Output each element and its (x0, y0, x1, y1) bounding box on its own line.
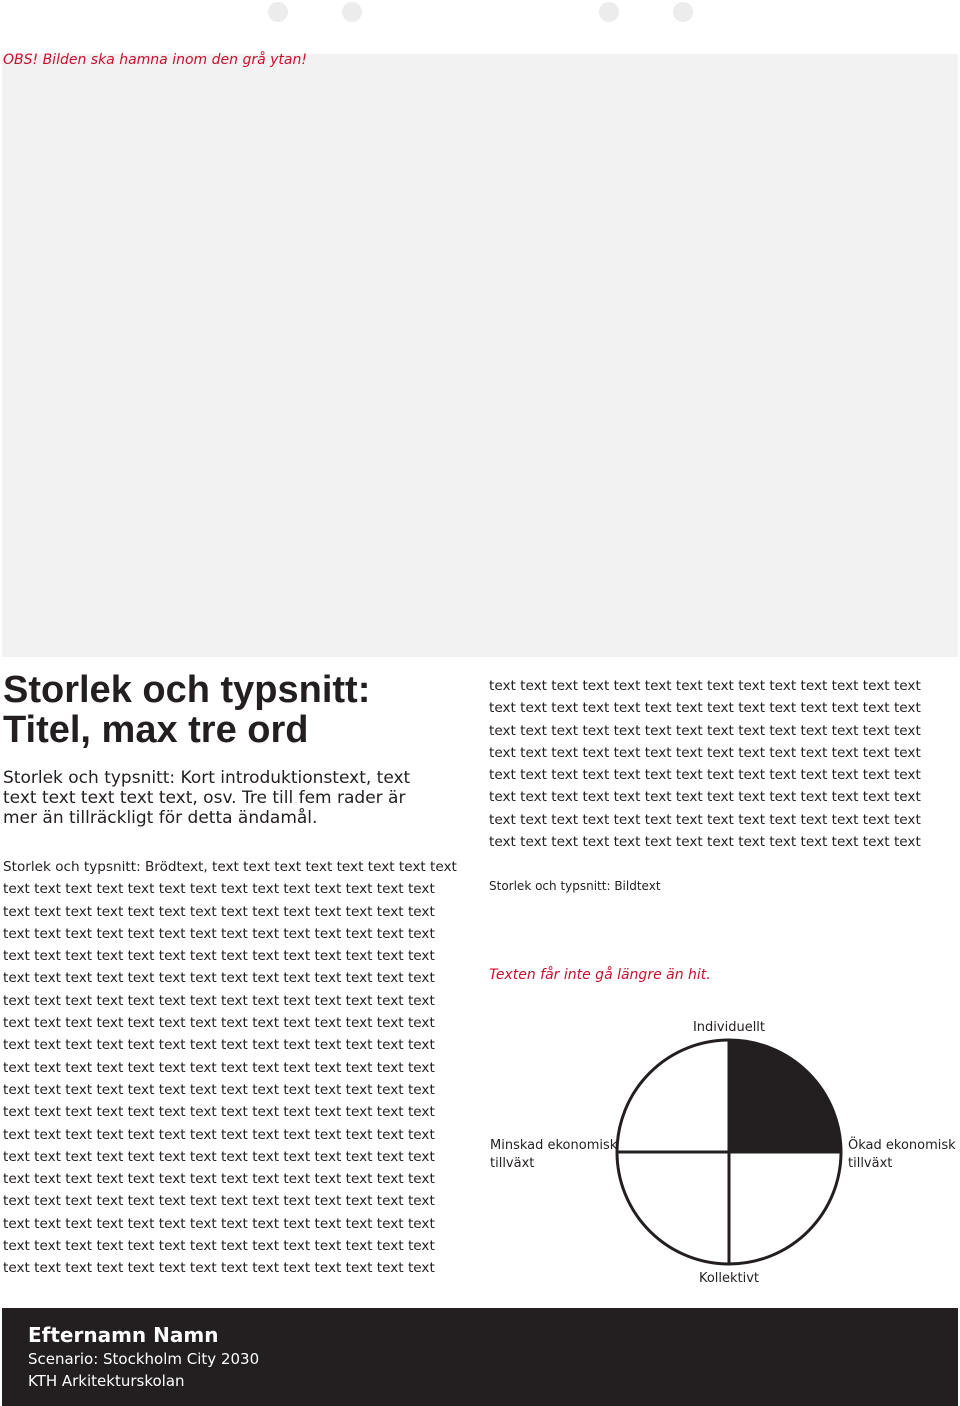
binder-hole-4 (673, 2, 693, 22)
binder-hole-3 (599, 2, 619, 22)
author-name: Efternamn Namn (28, 1323, 219, 1347)
text-line: text text text text text text text text text text text text text text (3, 1126, 435, 1143)
body-text (3, 856, 473, 1280)
image-area-notice: OBS! Bilden ska hamna inom den grå ytan! (3, 52, 307, 68)
text-line: text text text text text text text text text text text text text text (3, 1081, 435, 1098)
binder-hole-2 (342, 2, 362, 22)
text-line: text text text text text text text text text text text text text text (3, 881, 435, 898)
axis-label-right-2: tillväxt (848, 1156, 893, 1171)
school-name: KTH Arkitekturskolan (28, 1372, 185, 1390)
text-line: text text text text text text text text text text text text text text (489, 834, 921, 851)
axis-label-right-1: Ökad ekonomisk (848, 1138, 956, 1153)
axis-label-top: Individuellt (692, 1020, 766, 1035)
page-title (3, 670, 370, 750)
text-line: text text text text text text text text text text text text text text (3, 1059, 435, 1076)
text-line: text text text text text text text text text text text text text text (3, 1215, 435, 1232)
intro-line: Storlek och typsnitt: Kort introduktionstext, text (3, 768, 411, 788)
text-line: text text text text text text text text text text text text text text (3, 992, 435, 1009)
title-line: Storlek och typsnitt: (3, 669, 371, 711)
text-line: text text text text text text text text text text text text text text (489, 722, 921, 739)
image-caption: Storlek och typsnitt: Bildtext (489, 879, 661, 893)
text-line: text text text text text text text text text text text text text text (489, 789, 921, 806)
text-line: text text text text text text text text text text text text text text (3, 1260, 435, 1277)
text-line: text text text text text text text text text text text text text text (489, 678, 921, 694)
title-line: Titel, max tre ord (3, 709, 309, 751)
text-line: text text text text text text text text text text text text text text (3, 1037, 435, 1054)
intro-text (3, 768, 473, 828)
text-line: text text text text text text text text text text text text text text (489, 744, 921, 761)
text-line: text text text text text text text text text text text text text text (3, 1015, 435, 1032)
text-line: text text text text text text text text text text text text text text (3, 948, 435, 965)
text-line: text text text text text text text text text text text text text text (3, 1148, 435, 1165)
binder-hole-1 (268, 2, 288, 22)
text-line: text text text text text text text text text text text text text text (3, 970, 435, 987)
axis-label-bottom: Kollektivt (698, 1271, 760, 1286)
text-line: text text text text text text text text text text text text text text (3, 903, 435, 920)
image-placeholder-area (2, 54, 958, 657)
footer-bar (2, 1308, 958, 1406)
intro-line: mer än tillräckligt för detta ändamål. (3, 808, 318, 828)
scenario-label: Scenario: Stockholm City 2030 (28, 1350, 260, 1368)
text-limit-notice: Texten får inte gå längre än hit. (489, 967, 711, 983)
text-line: text text text text text text text text text text text text text text (3, 1193, 435, 1210)
text-line: text text text text text text text text text text text text text text (3, 1238, 435, 1255)
scenario-quadrant-diagram (489, 1012, 959, 1292)
text-line: text text text text text text text text text text text text text text (3, 925, 435, 942)
filled-quadrant (729, 1040, 841, 1152)
intro-line: text text text text text, osv. Tre till fem rader är (3, 788, 406, 808)
text-line: text text text text text text text text text text text text text text (489, 767, 921, 784)
axis-label-left-1: Minskad ekonomisk (490, 1138, 618, 1153)
text-line: text text text text text text text text text text text text text text (3, 1104, 435, 1121)
text-line: text text text text text text text text text text text text text text (489, 700, 921, 717)
axis-label-left-2: tillväxt (490, 1156, 535, 1171)
right-column-text (489, 675, 949, 853)
text-line: text text text text text text text text text text text text text text (3, 1171, 435, 1188)
text-line: text text text text text text text text text text text text text text (489, 811, 921, 828)
text-line: Storlek och typsnitt: Brödtext, text text text text text text text text (3, 859, 457, 875)
